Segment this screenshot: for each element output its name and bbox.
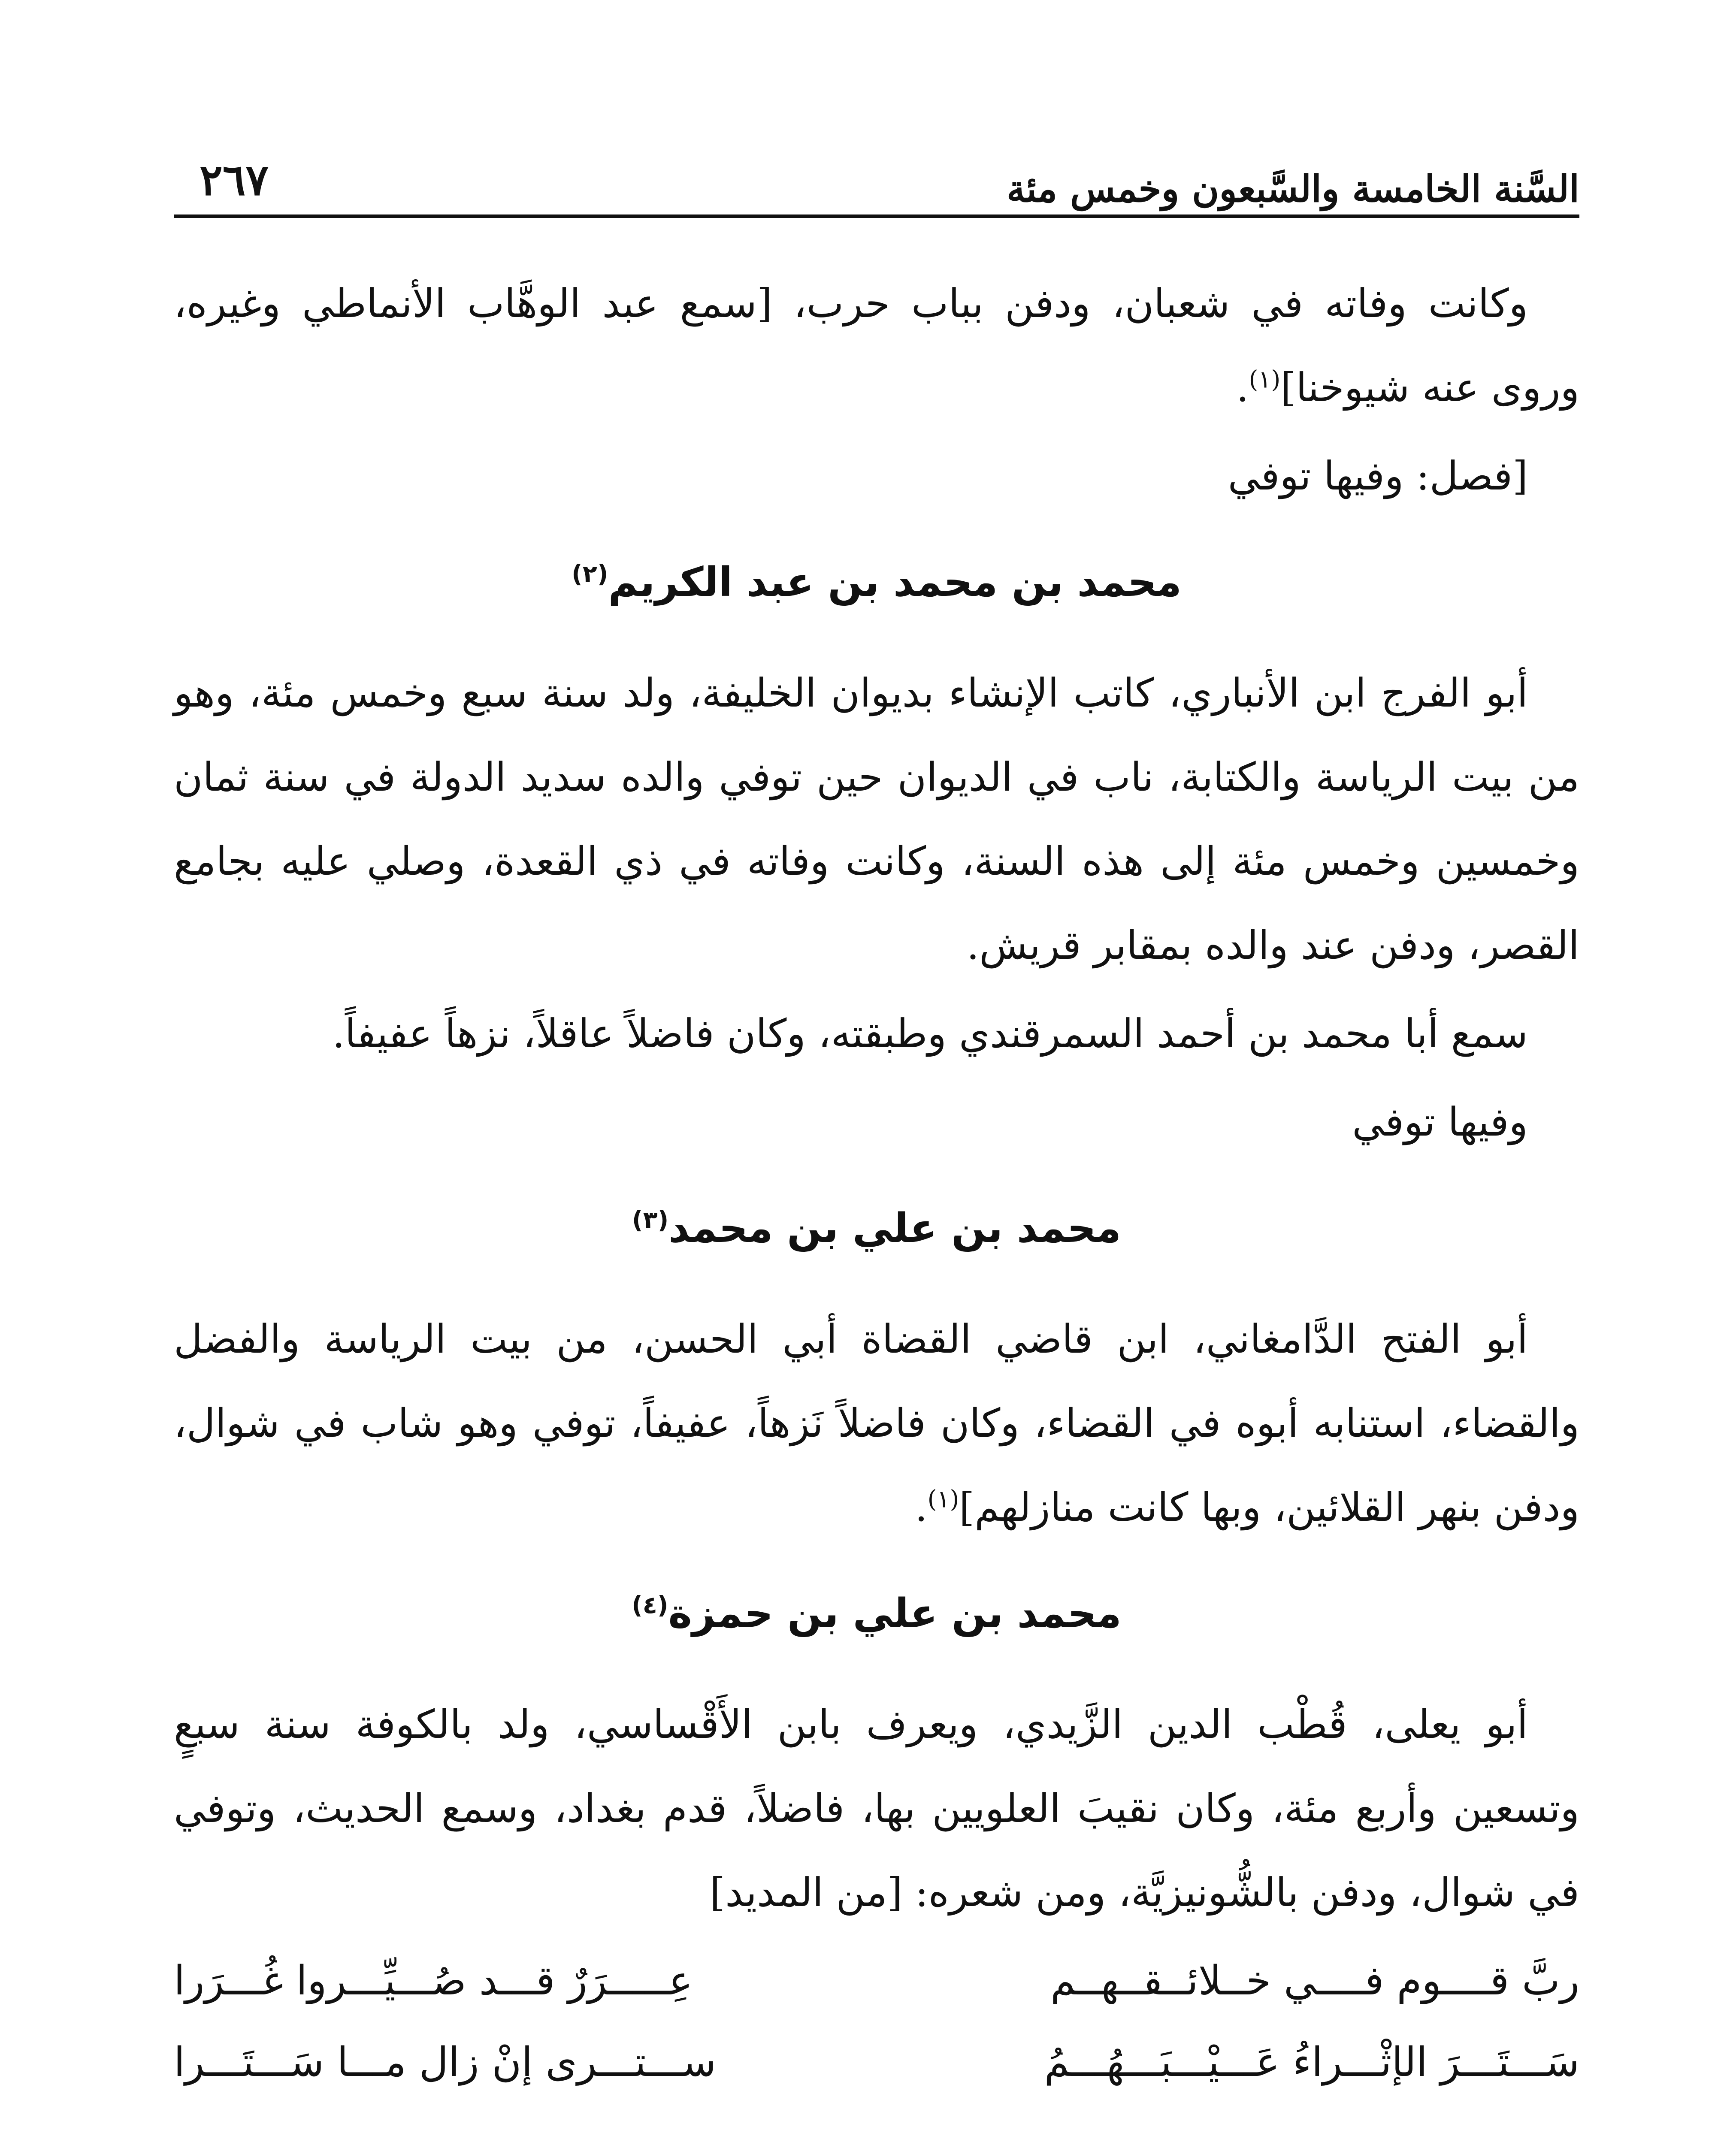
paragraph-text: سمع أبا محمد بن أحمد السمرقندي وطبقته، وكان فاضلاً عاقلاً، نزهاً عفيفاً.: [332, 1011, 1528, 1057]
footnote-ref: (١): [1249, 366, 1281, 394]
paragraph-end: .: [915, 1484, 928, 1530]
paragraph: [174, 1683, 1579, 1935]
paragraph: [174, 1297, 1579, 1550]
footnote-ref: (٤): [632, 1591, 668, 1619]
entry-heading-text: محمد بن محمد بن عبد الكريم: [608, 559, 1182, 606]
paragraph: [174, 651, 1579, 988]
footnote-ref: (٣): [632, 1206, 669, 1234]
paragraph-text: أبو الفتح الدَّامغاني، ابن قاضي القضاة أبي الحسن، من بيت الرياسة والفضل والقضاء، استنابه أبوه في القضاء، وكان فاضلاً نَزهاً، عفيفاً، توفي وهو شاب في شوال، ودفن بنهر القلائين، وبها كانت منازلهم]: [174, 1316, 1579, 1530]
main-text: [174, 262, 1579, 2111]
hemistich-first: ربَّ قــــوم فــــي خــلائــقــهــم: [1050, 1958, 1579, 2004]
paragraph: [174, 262, 1579, 430]
paragraph-text: وفيها توفي: [1352, 1099, 1528, 1145]
paragraph-end: .: [1236, 365, 1249, 411]
entry-heading-text: محمد بن علي بن محمد: [668, 1205, 1122, 1252]
entry-heading-text: محمد بن علي بن حمزة: [668, 1590, 1122, 1637]
hemistich-first: سَـــتَـــرَ الإثْـــراءُ عَـــيْـــبَـــهُـــمُ: [1044, 2039, 1579, 2086]
paragraph-text: [فصل: وفيها توفي: [1228, 453, 1528, 499]
entry-heading: [174, 540, 1579, 625]
paragraph-text: أبو يعلى، قُطْب الدين الزَّيدي، ويعرف بابن الأَقْساسي، ولد بالكوفة سنة سبعٍ وتسعين وأربع مئة، وكان نقيبَ العلويين بها، فاضلاً، قدم بغداد، وسمع الحديث، وتوفي في شوال، ودفن بالشُّونيزيَّة، ومن شعره: [من المديد]: [174, 1701, 1579, 1915]
paragraph: [174, 1080, 1579, 1164]
footnote-ref: (٢): [572, 560, 608, 588]
page-header: [174, 142, 1579, 218]
paragraph: [174, 992, 1579, 1076]
poem: [174, 1939, 1579, 2111]
verse-line: [174, 1939, 1579, 2021]
paragraph-text: أبو الفرج ابن الأنباري، كاتب الإنشاء بديوان الخليفة، ولد سنة سبع وخمس مئة، وهو من بيت الرياسة والكتابة، ناب في الديوان حين توفي والده سديد الدولة في سنة ثمان وخمسين وخمس مئة إلى هذه السنة، وكانت وفاته في ذي القعدة، وصلي عليه بجامع القصر، ودفن عند والده بمقابر قريش.: [174, 670, 1579, 968]
hemistich-second: ســـتـــرى إنْ زال مـــا سَـــتَـــرا: [174, 2039, 717, 2086]
verse-line: [174, 2021, 1579, 2102]
hemistich-second: عِـــــرَرٌ قـــد صُـــيِّـــروا غُـــرَرا: [174, 1958, 693, 2004]
paragraph: [174, 434, 1579, 518]
running-title: السَّنة الخامسة والسَّبعون وخمس مئة: [1007, 167, 1579, 211]
entry-heading: [174, 1571, 1579, 1657]
entry-heading: [174, 1186, 1579, 1272]
paragraph-text: وكانت وفاته في شعبان، ودفن بباب حرب، [سمع عبد الوهَّاب الأنماطي وغيره، وروى عنه شيوخنا]: [174, 281, 1579, 411]
footnote-ref: (١): [927, 1485, 959, 1514]
page-number: ٢٦٧: [200, 154, 269, 205]
